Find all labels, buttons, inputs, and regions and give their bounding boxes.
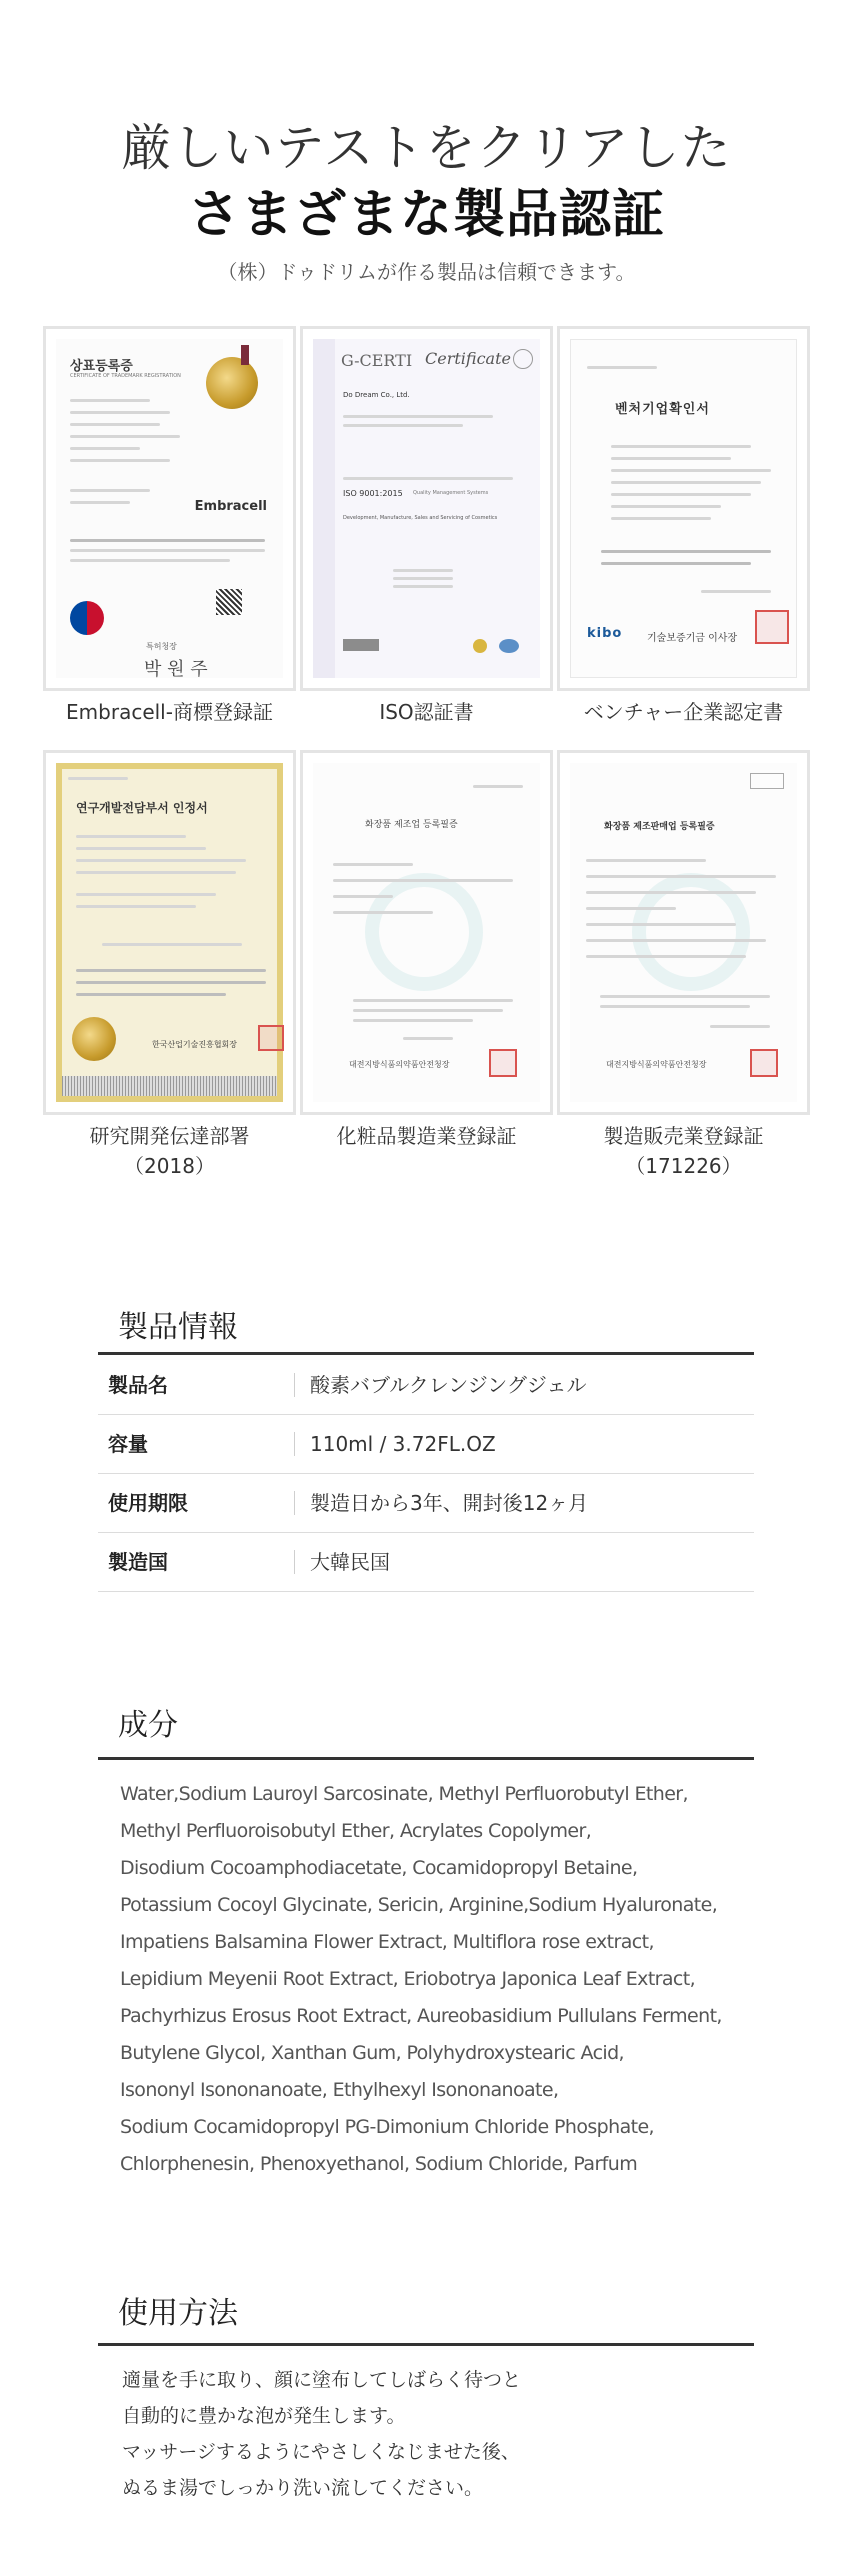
certificate-caption: ベンチャー企業認定書 [583, 700, 784, 724]
ingredients-line: Isononyl Isononanoate, Ethylhexyl Isononanoate, [120, 2079, 559, 2101]
ingredients-line: Impatiens Balsamina Flower Extract, Multiflora rose extract, [120, 1931, 654, 1953]
spec-value: 大韓民国 [310, 1550, 390, 1574]
emblem-watermark-icon [365, 873, 483, 991]
ingredients-line: Chlorphenesin, Phenoxyethanol, Sodium Chloride, Parfum [120, 2153, 638, 2175]
spec-key: 容量 [108, 1432, 148, 1456]
ingredients-list [120, 1776, 760, 2183]
taegeuk-emblem-icon [70, 601, 104, 635]
barcode-strip [62, 1076, 277, 1096]
ingredients-line: Disodium Cocoamphodiacetate, Cocamidopropyl Betaine, [120, 1857, 638, 1879]
seal-icon [473, 639, 487, 653]
certificate-image [300, 326, 553, 691]
hero-title-line2: さまざまな製品認証 [187, 185, 665, 245]
logo-icon [343, 639, 379, 651]
certificate-image [557, 750, 810, 1115]
spec-row-country [98, 1533, 754, 1592]
doc-footer: 대전지방식품의약품안전청장 [606, 1060, 707, 1069]
ingredients-line: Potassium Cocoyl Glycinate, Sericin, Arginine,Sodium Hyaluronate, [120, 1894, 718, 1916]
doc-heading: Certificate [425, 349, 511, 368]
doc-standard: ISO 9001:2015 [343, 489, 403, 498]
certificate-caption: Embracell-商標登録証 [66, 700, 273, 724]
certificate-image [43, 326, 296, 691]
certificate-image [300, 750, 553, 1115]
official-stamp-icon [258, 1025, 284, 1051]
doc-heading: 화장품 제조업 등록필증 [365, 820, 458, 830]
hero-subtitle: （株）ドゥドリムが作る製品は信頼できます。 [217, 260, 636, 284]
certificate-sales [557, 750, 810, 1181]
certificate-caption-sub: （2018） [124, 1154, 215, 1178]
spec-key: 製品名 [108, 1373, 168, 1397]
official-stamp-icon [489, 1049, 517, 1077]
usage-title: 使用方法 [118, 2296, 238, 2331]
doc-brand: G-CERTI [341, 351, 413, 370]
accreditation-icon [499, 639, 519, 653]
official-stamp-icon [755, 610, 789, 644]
spec-row-product-name [98, 1356, 754, 1415]
doc-issuer: 특허청장 [146, 642, 177, 651]
doc-company: Do Dream Co., Ltd. [343, 391, 410, 399]
doc-scope: Development, Manufacture, Sales and Servicing of Cosmetics [343, 515, 498, 521]
product-info-title: 製品情報 [118, 1310, 238, 1345]
hero-title-line1: 厳しいテストをクリアした [121, 119, 732, 177]
kibo-logo: kibo [587, 626, 623, 641]
doc-heading: 화장품 제조판매업 등록필증 [604, 822, 715, 832]
ingredients-rule [98, 1757, 754, 1760]
usage-line: 適量を手に取り、顔に塗布してしばらく待つと [122, 2369, 522, 2391]
logo-icon [513, 349, 533, 369]
ingredients-line: Lepidium Meyenii Root Extract, Eriobotrya Japonica Leaf Extract, [120, 1968, 696, 1990]
stamp-box-icon [750, 773, 784, 789]
doc-heading: 연구개발전담부서 인정서 [76, 801, 208, 815]
ingredients-line: Butylene Glycol, Xanthan Gum, Polyhydroxystearic Acid, [120, 2042, 624, 2064]
certificate-manufacturing [300, 750, 553, 1151]
doc-footer: 대전지방식품의약품안전청장 [349, 1060, 450, 1069]
ingredients-line: Sodium Cocamidopropyl PG-Dimonium Chloride Phosphate, [120, 2116, 654, 2138]
doc-signature: 박 원 주 [144, 659, 208, 680]
certificate-caption: 製造販売業登録証 [603, 1124, 764, 1148]
doc-mark: Embracell [194, 499, 267, 514]
ingredients-line: Pachyrhizus Erosus Root Extract, Aureobasidium Pullulans Ferment, [120, 2005, 722, 2027]
spec-key: 使用期限 [108, 1491, 188, 1515]
usage-text [122, 2362, 762, 2506]
usage-rule [98, 2343, 754, 2346]
ingredients-line: Methyl Perfluoroisobutyl Ether, Acrylates Copolymer, [120, 1820, 592, 1842]
doc-heading: 벤처기업확인서 [615, 402, 710, 417]
doc-footer: 기술보증기금 이사장 [647, 633, 738, 644]
certificate-venture [557, 326, 810, 727]
gold-seal-icon [72, 1017, 116, 1061]
certificate-image [43, 750, 296, 1115]
certificate-rnd [43, 750, 296, 1181]
usage-line: マッサージするようにやさしくなじませた後、 [122, 2441, 520, 2463]
doc-standard-note: Quality Management Systems [413, 490, 489, 496]
spec-row-volume [98, 1415, 754, 1474]
spec-key: 製造国 [108, 1550, 168, 1574]
spec-row-expiry [98, 1474, 754, 1533]
qr-code-icon [216, 589, 242, 615]
ribbon-icon [241, 345, 249, 365]
spec-value: 製造日から3年、開封後12ヶ月 [310, 1491, 589, 1515]
certificate-trademark [43, 326, 296, 727]
doc-subheading: CERTIFICATE OF TRADEMARK REGISTRATION [70, 373, 181, 379]
official-stamp-icon [750, 1049, 778, 1077]
certificate-caption: 化粧品製造業登録証 [336, 1124, 517, 1148]
usage-line: ぬるま湯でしっかり洗い流してください。 [122, 2477, 484, 2499]
usage-line: 自動的に豊かな泡が発生します。 [122, 2405, 406, 2427]
doc-heading: 상표등록증 [70, 359, 133, 374]
certificate-caption-sub: （171226） [625, 1154, 742, 1178]
ingredients-title: 成分 [118, 1708, 178, 1743]
gold-seal-icon [206, 357, 258, 409]
doc-footer: 한국산업기술진흥협회장 [152, 1040, 238, 1049]
ingredients-line: Water,Sodium Lauroyl Sarcosinate, Methyl Perfluorobutyl Ether, [120, 1783, 688, 1805]
certificate-caption: 研究開発伝達部署 [89, 1124, 250, 1148]
spec-value: 110ml / 3.72FL.OZ [310, 1432, 496, 1456]
spec-value: 酸素バブルクレンジングジェル [310, 1373, 587, 1397]
certificate-iso [300, 326, 553, 727]
certificate-image [557, 326, 810, 691]
product-info-rule [98, 1352, 754, 1355]
certificate-caption: ISO認証書 [379, 700, 474, 724]
